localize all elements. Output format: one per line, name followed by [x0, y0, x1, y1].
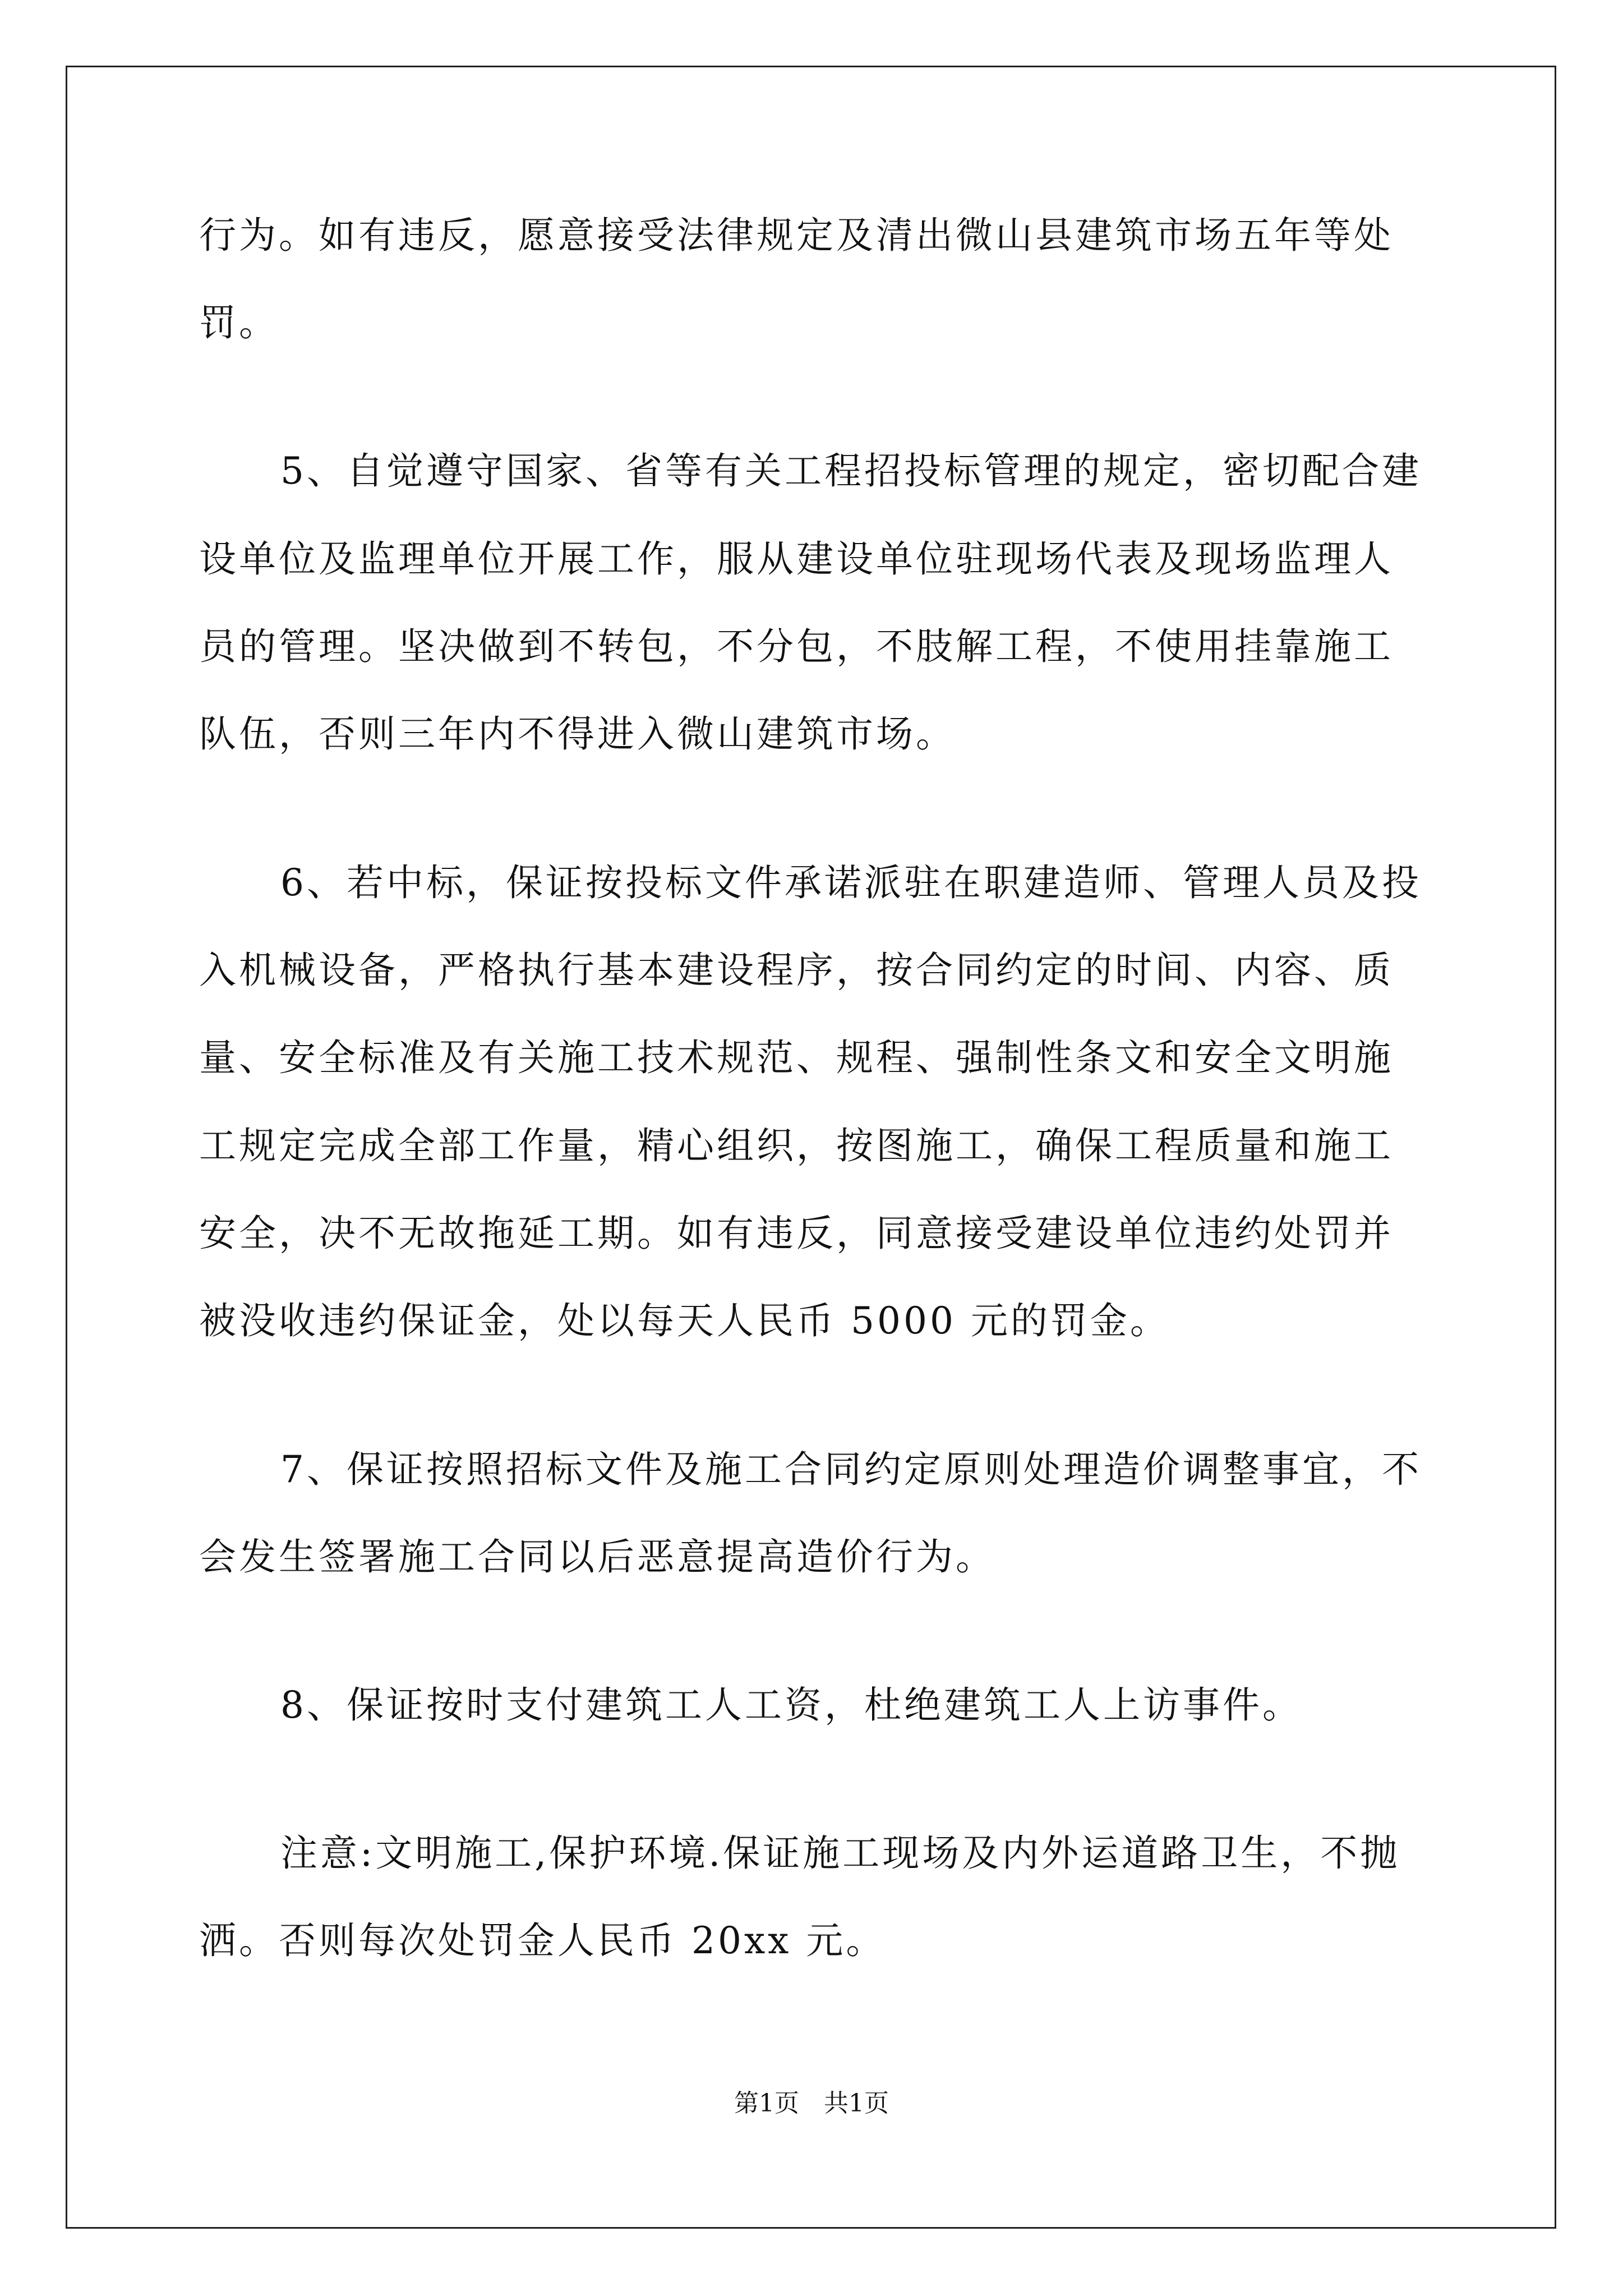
text-line: 设单位及监理单位开展工作，服从建设单位驻现场代表及现场监理人: [199, 537, 1394, 581]
text-line: 行为。如有违反，愿意接受法律规定及清出微山县建筑市场五年等处: [199, 214, 1394, 257]
text-line: 被没收违约保证金，处以每天人民币 5000 元的罚金。: [199, 1299, 1170, 1342]
paragraph-5-first-line: 5、自觉遵守国家、省等有关工程招投标管理的规定，密切配合建: [280, 449, 1422, 493]
paragraph-7-first-line: 7、保证按照招标文件及施工合同约定原则处理造价调整事宜，不: [280, 1448, 1422, 1491]
text-line: 会发生签署施工合同以后恶意提高造价行为。: [199, 1535, 995, 1579]
text-line: 工规定完成全部工作量，精心组织，按图施工，确保工程质量和施工: [199, 1124, 1394, 1167]
paragraph-8-line: 8、保证按时支付建筑工人工资，杜绝建筑工人上访事件。: [280, 1683, 1302, 1727]
text-line: 量、安全标准及有关施工技术规范、规程、强制性条文和安全文明施: [199, 1036, 1394, 1079]
text-line: 员的管理。坚决做到不转包，不分包，不肢解工程，不使用挂靠施工: [199, 625, 1394, 668]
text-line: 队伍，否则三年内不得进入微山建筑市场。: [199, 712, 956, 756]
paragraph-6-first-line: 6、若中标，保证按投标文件承诺派驻在职建造师、管理人员及投: [280, 861, 1422, 904]
text-line: 洒。否则每次处罚金人民币 20xx 元。: [199, 1919, 886, 1962]
text-line: 罚。: [199, 301, 279, 344]
text-line: 入机械设备，严格执行基本建设程序，按合同约定的时间、内容、质: [199, 949, 1394, 992]
note-first-line: 注意:文明施工,保护环境.保证施工现场及内外运道路卫生，不抛: [280, 1832, 1400, 1875]
text-line: 安全，决不无故拖延工期。如有违反，同意接受建设单位违约处罚并: [199, 1212, 1394, 1255]
page-footer: 第1页 共1页: [734, 2089, 889, 2118]
